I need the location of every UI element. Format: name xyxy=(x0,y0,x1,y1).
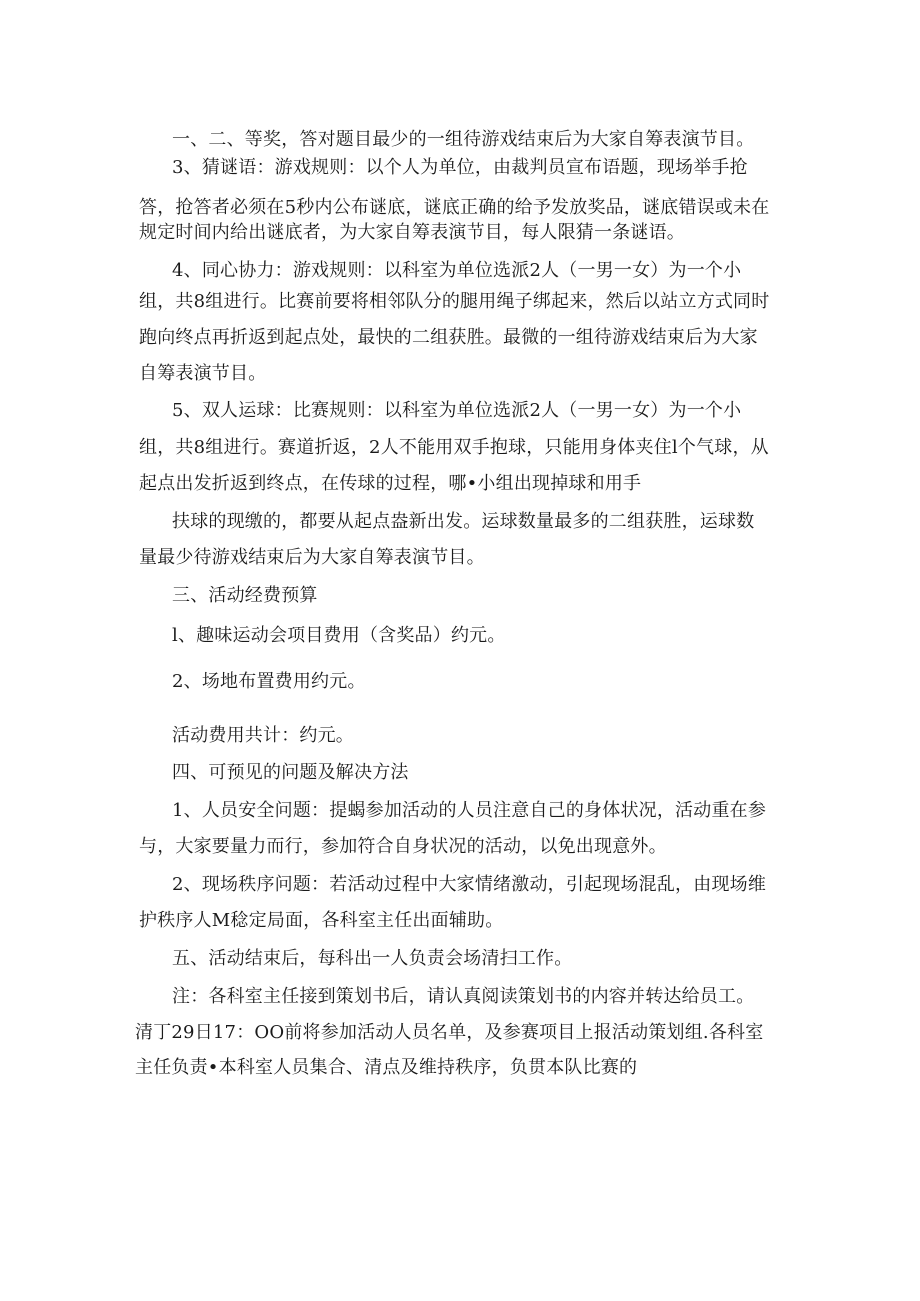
paragraph-line: 起点出发折返到终点，在传球的过程，哪•小组出现掉球和用手 xyxy=(139,473,642,494)
paragraph-line: 扶球的现缴的，都要从起点盎新出发。运球数量最多的二组获胜，运球数 xyxy=(172,511,755,532)
paragraph-line: 护秩序人M稔定局面，各科室主任出面辅助。 xyxy=(139,910,504,931)
paragraph-line: 答，抢答者必须在5秒内公布谜底，谜底正确的给予发放奖品，谜底错误或未在 xyxy=(139,197,770,218)
paragraph-line: 主任负责•本科室人员集合、清点及维持秩序，负贯本队比赛的 xyxy=(135,1057,638,1078)
paragraph-line: 与，大家要量力而行，参加符合自身状况的活动，以免出现意外。 xyxy=(139,836,667,857)
paragraph-line: 跑向终点再折返到起点处，最快的二组获胜。最微的一组待游戏结束后为大家 xyxy=(139,327,758,348)
paragraph-line: 组，共8组进行。比赛前要将相邻队分的腿用绳子绑起来，然后以站立方式同时 xyxy=(139,291,770,312)
paragraph-line: 活动费用共计：约元。 xyxy=(172,725,354,746)
paragraph-line: 4、同心协力：游戏规则：以科室为单位选派2人（一男一女）为一个小 xyxy=(172,260,742,281)
paragraph-line: 规定时间内给出谜底者，为大家自筹表演节目，每人限猜一条谜语。 xyxy=(139,222,685,243)
paragraph-line: 3、猜谜语：游戏规则：以个人为单位，由裁判员宣布语题，现场举手抢 xyxy=(172,157,748,178)
paragraph-line: 组，共8组进行。赛道折返，2人不能用双手抱球，只能用身体夹住l个气球，从 xyxy=(139,437,769,458)
paragraph-line: 2、现场秩序问题：若活动过程中大家情绪激动，引起现场混乱，由现场维 xyxy=(172,874,767,895)
paragraph-line: l、趣味运动会项目费用（含奖品）约元。 xyxy=(172,625,506,646)
section-heading: 四、可预见的问题及解决方法 xyxy=(172,762,409,783)
paragraph-line: 清丁29日17：OO前将参加活动人员名单，及参赛项目上报活动策划组.各科室 xyxy=(135,1022,764,1043)
paragraph-line: 自筹表演节目。 xyxy=(139,363,267,384)
paragraph-line: 一、二、等奖，答对题目最少的一组待游戏结束后为大家自筹表演节目。 xyxy=(172,129,755,150)
paragraph-line: 量最少待游戏结束后为大家自筹表演节目。 xyxy=(139,547,485,568)
paragraph-line: 注：各科室主任接到策划书后，请认真阅读策划书的内容并转达给员工。 xyxy=(172,986,755,1007)
paragraph-line: 5、双人运球：比赛规则：以科室为单位选派2人（一男一女）为一个小 xyxy=(172,400,742,421)
paragraph-line: 1、人员安全问题：提蝎参加活动的人员注意自己的身体状况，活动重在参 xyxy=(172,800,767,821)
paragraph-line: 2、场地布置费用约元。 xyxy=(172,671,366,692)
section-heading: 五、活动结束后，每科出一人负责会场清扫工作。 xyxy=(172,948,573,969)
section-heading: 三、活动经费预算 xyxy=(172,585,318,606)
